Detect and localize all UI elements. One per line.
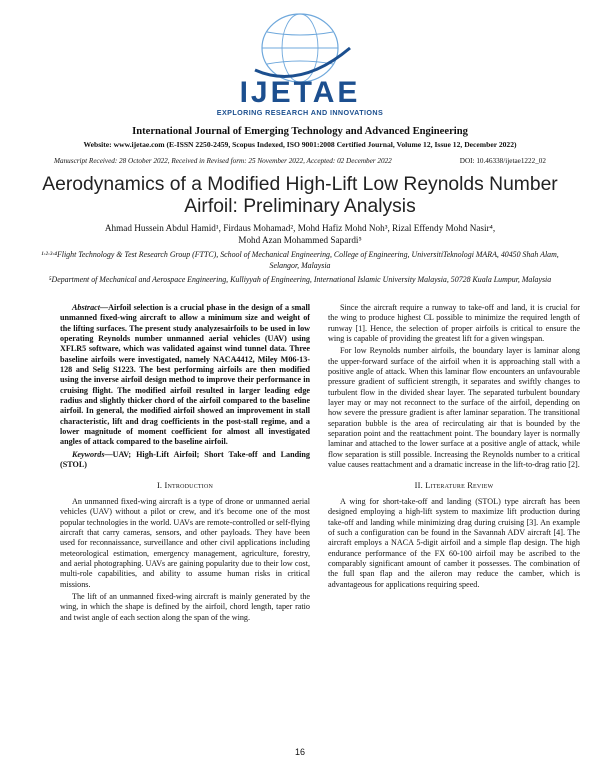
section-title: Introduction: [164, 480, 214, 490]
keywords: [60, 450, 310, 471]
affiliation-2: ⁵Department of Mechanical and Aerospace Engineering, Kulliyyah of Engineering, International Islamic University Malaysia, 50728 Kuala Lumpur, Malaysia: [48, 275, 552, 284]
section-title: Literature Review: [425, 480, 494, 490]
doi: DOI: 10.46338/ijetae1222_02: [459, 157, 546, 165]
left-column: [60, 303, 310, 625]
ijetae-logo-mark: [215, 8, 385, 108]
authors-line-1: Ahmad Hussein Abdul Hamid¹, Firdaus Mohamad², Mohd Hafiz Mohd Noh³, Rizal Effendy Mohd Nasir⁴,: [104, 223, 496, 233]
manuscript-dates-row: [54, 157, 546, 165]
paper-title: Aerodynamics of a Modified High-Lift Low Reynolds Number Airfoil: Preliminary Analysis: [42, 174, 558, 217]
logo-tagline: EXPLORING RESEARCH AND INNOVATIONS: [216, 108, 384, 117]
authors-line-2: Mohd Azan Mohammed Sapardi⁵: [238, 235, 362, 245]
intro-paragraph-1: An unmanned fixed-wing aircraft is a type of drone or unmanned aerial vehicles (UAV) without a pilot or crew, and it's become one of the most popular technologies in the world. UAVs are remote-controlled or self-flying aircraft that carry cameras, sensors, and other payloads. They have been used for reconnaissance, surveillance and other civil applications including meteorological estimation, emergency management, agriculture, forestry, and aerial photographing. UAVs are gaining popularity due to their low cost, multi-role capabilities, and ability to assume human risks in critical missions.: [60, 496, 310, 589]
authors: [40, 222, 560, 246]
body-paragraph-2: For low Reynolds number airfoils, the boundary layer is laminar along the upper-forward surface of the airfoil when it is approaching stall with a positive angle of attack. When this laminar flow encounters an unfavourable pressure gradient of sufficient strength, it separates and swiftly changes to turbulent flow in the divided shear layer. The separated turbulent boundary layer may or may not reconnect to the surface of the airfoil, depending on how severe the pressure gradient is after laminar separation. The transitional separation bubble is the area of recirculating air that is bounded by the separation point and the reattachment point. The boundary layer is normally laminar and attached to the lower surface at a positive angle of attack, while flow separation is still possible. Increasing the Reynolds number to a critical value causes reattachment and a dramatic increase in the lift-to-drag ratio [2].: [328, 346, 580, 470]
affiliation-1: ¹·²·³·⁴Flight Technology & Test Research Group (FTTC), School of Mechanical Engineering, College of Engineering, UniversitiTeknologi MARA, 40450 Shah Alam, Selangor, Malaysia: [41, 250, 559, 270]
manuscript-dates: Manuscript Received: 28 October 2022, Received in Revised form: 25 November 2022, Accepted: 02 December 2022: [54, 157, 392, 165]
body-paragraph-1: Since the aircraft require a runway to take-off and land, it is crucial for the wing to produce highest CL possible to minimize the required length of runway [1]. Hence, the selection of proper airfoils is critical to ensure the wing is capable of providing the greatest lift for a given wingspan.: [328, 303, 580, 344]
abstract-text: —Airfoil selection is a crucial phase in the design of a small unmanned fixed-wing aircraft to allow a minimum size and weight of the lifting surfaces. The present study analyzesairfoils to be used in low operating Reynolds number unmanned aerial vehicles (UAV) using XFLR5 software, which was validated against wind tunnel data. Three baseline airfoils were investigated, namely NACA4412, Miley M06-13-128 and Selig S1223. The best performing airfoils are then modified using the inverse airfoil design method to improve their performance in cruising flight. The modified airfoil resulted in larger leading edge radius and slightly thicker chord of the airfoil compared to the baseline airfoil. In general, the modified airfoil showed an improvement in stall characteristic, lift and drag coefficients in the post-stall regime, and a lower magnitude of moment coefficient for almost all investigated angles of attack compared to the baseline airfoil.: [60, 303, 310, 447]
intro-paragraph-2: The lift of an unmanned fixed-wing aircraft is mainly generated by the wing, in which the shape is defined by the airfoil, chord length, taper ratio and twist angle of each section along the span of the wing.: [60, 591, 310, 622]
section-number: II.: [414, 480, 423, 490]
journal-name: International Journal of Emerging Technology and Advanced Engineering: [132, 126, 468, 137]
keywords-lead: Keywords: [72, 449, 105, 459]
lit-paragraph-1: A wing for short-take-off and landing (STOL) type aircraft has been designed employing a high-lift system to maximize lift production during take-off and landing while minimizing drag during cruising [3]. An example of such a configuration can be found in the Savannah ADV aircraft [4]. The aircraft employs a NACA 5-digit airfoil and a simple flap design. The high endurance performance of the FX 60-100 airfoil may be ascribed to the comparably significant amount of camber it possesses. The combination of the full span flap and the aileron may reduce the camber, which is advantageous for applications requiring speed.: [328, 496, 580, 589]
section-heading-introduction: [60, 481, 310, 491]
journal-logo: [0, 8, 600, 120]
svg-text:IJETAE: IJETAE: [239, 76, 361, 108]
section-number: I.: [156, 480, 163, 490]
abstract-lead: Abstract: [72, 303, 100, 312]
abstract: [60, 303, 310, 448]
page-number: 16: [294, 747, 305, 757]
right-column: [328, 303, 580, 592]
section-heading-literature-review: [328, 481, 580, 491]
journal-website: Website: www.ijetae.com (E-ISSN 2250-2459, Scopus Indexed, ISO 9001:2008 Certified Journal, Volume 12, Issue 12, December 2022): [83, 140, 517, 149]
keywords-text: —UAV; High-Lift Airfoil; Short Take-off and Landing (STOL): [60, 449, 310, 470]
